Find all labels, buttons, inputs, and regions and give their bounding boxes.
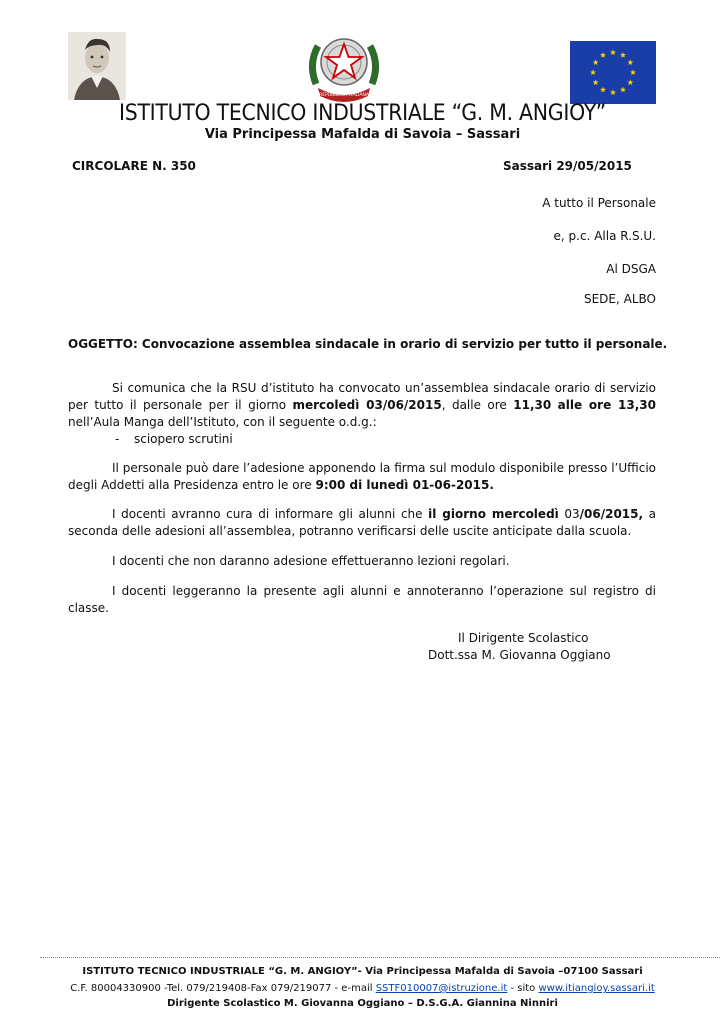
subject-line <box>68 337 667 351</box>
paragraph-meeting: Si comunica che la RSU d’istituto ha convocato un’assemblea sindacale orario di servizio per tutto il personale per il giorno mercoledì 03/06/2015, dalle ore 11,30 alle ore 13,30 nell’Aula Manga dell’Istituto, con il seguente o.d.g.: <box>68 381 656 429</box>
signature-role: Il Dirigente Scolastico <box>458 631 589 645</box>
agenda-item: - sciopero scrutini <box>115 432 233 446</box>
place-date: Sassari 29/05/2015 <box>503 159 632 173</box>
recipient-albo: SEDE, ALBO <box>583 292 656 306</box>
meeting-start: 11,30 <box>513 398 552 412</box>
circular-number: CIRCOLARE N. 350 <box>72 159 196 173</box>
footer-contacts: C.F. 80004330900 -Tel. 079/219408-Fax 079/219077 - e-mail SSTF010007@istruzione.it - sito www.itiangioy.sassari.it <box>70 983 655 994</box>
svg-text:REPUBBLICA ITALIANA: REPUBBLICA ITALIANA <box>319 93 369 98</box>
meeting-end: alle ore 13,30 <box>557 398 656 412</box>
footer-divider <box>40 957 720 958</box>
paragraph-read-register: I docenti leggeranno la presente agli alunni e annoteranno l’operazione sul registro di classe. <box>68 584 656 615</box>
institute-title: ISTITUTO TECNICO INDUSTRIALE “G. M. ANGIOY” <box>118 101 607 126</box>
institute-address: Via Principessa Mafalda di Savoia – Sassari <box>204 127 521 142</box>
footer-email-link[interactable]: SSTF010007@istruzione.it <box>375 983 508 994</box>
eu-flag-icon <box>570 41 656 104</box>
adhesion-deadline: 9:00 di lunedì 01-06-2015. <box>315 478 494 492</box>
portrait-image <box>68 32 126 100</box>
subject-label: OGGETTO: <box>68 337 138 351</box>
paragraph-inform-students: I docenti avranno cura di informare gli alunni che il giorno mercoledì 03/06/2015, a seconda delle adesioni all’assemblea, potranno verificarsi delle uscite anticipate dalla scuola. <box>68 507 656 538</box>
signature-name: Dott.ssa M. Giovanna Oggiano <box>428 648 611 662</box>
footer-staff: Dirigente Scolastico M. Giovanna Oggiano – D.S.G.A. Giannina Ninniri <box>167 998 558 1009</box>
recipient-staff: A tutto il Personale <box>542 196 656 210</box>
paragraph-regular-lessons: I docenti che non daranno adesione effettueranno lezioni regolari. <box>112 554 510 568</box>
italian-republic-emblem <box>306 30 382 104</box>
footer-site-link[interactable]: www.itiangioy.sassari.it <box>538 983 655 994</box>
footer-institute: ISTITUTO TECNICO INDUSTRIALE “G. M. ANGIOY”- Via Principessa Mafalda di Savoia –07100 Sassari <box>82 966 643 977</box>
subject-text: Convocazione assemblea sindacale in orario di servizio per tutto il personale. <box>137 337 668 351</box>
paragraph-adhesion: Il personale può dare l’adesione apponendo la firma sul modulo disponibile presso l’Ufficio degli Addetti alla Presidenza entro le ore 9:00 di lunedì 01-06-2015. <box>68 461 656 492</box>
recipient-dsga: Al DSGA <box>606 262 656 276</box>
recipient-rsu: e, p.c. Alla R.S.U. <box>553 229 656 243</box>
meeting-date: mercoledì 03/06/2015 <box>292 398 442 412</box>
